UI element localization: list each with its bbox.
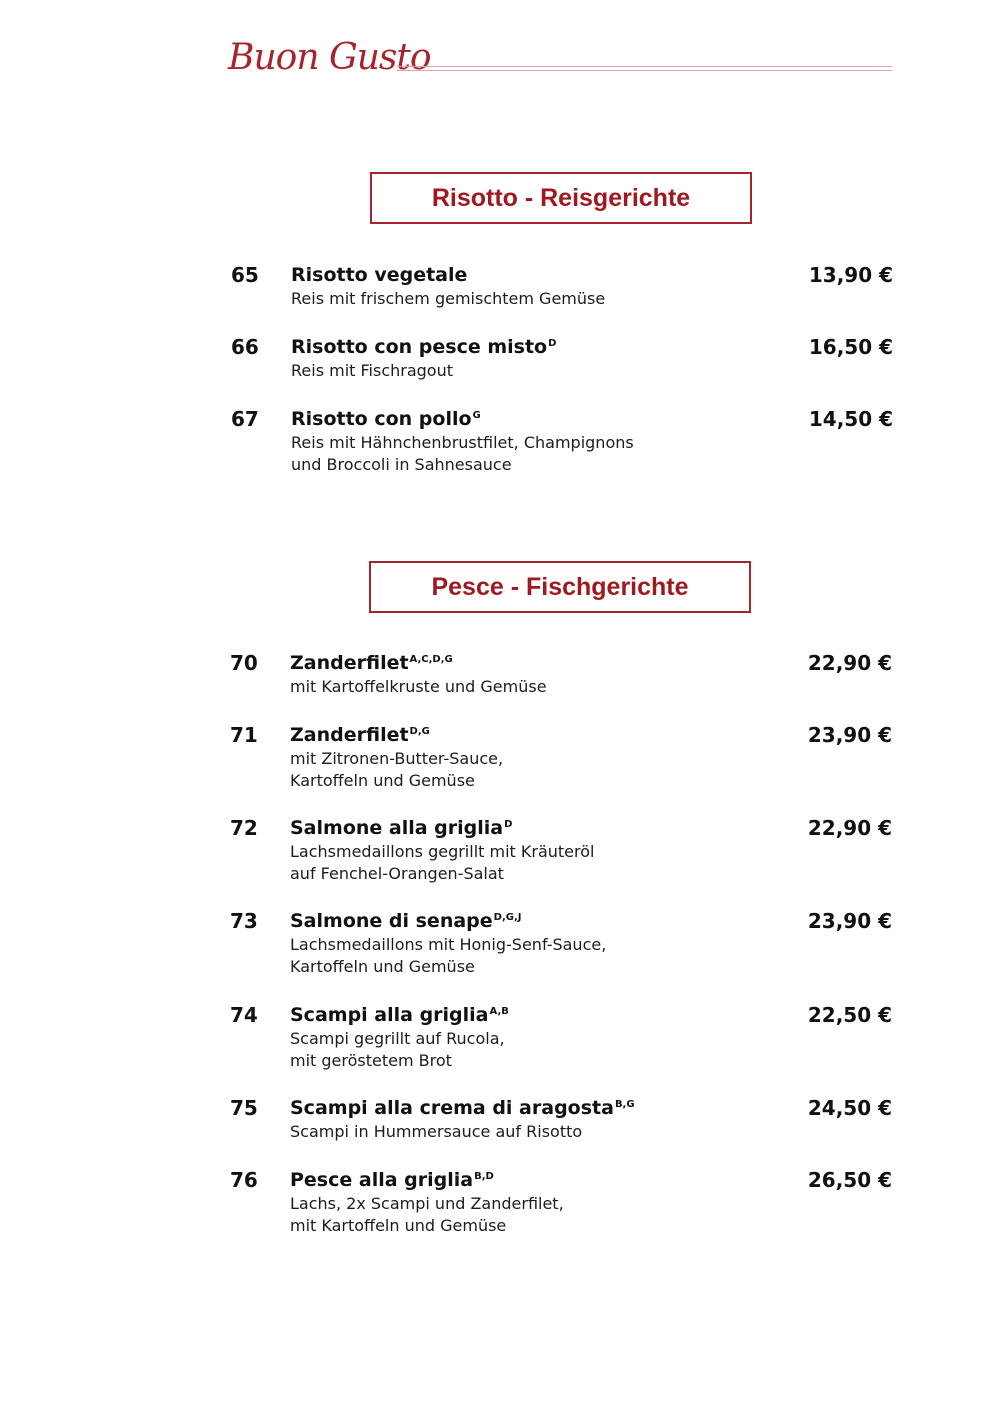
allergen-codes: A,B [489,1006,509,1017]
header-divider [397,66,892,71]
item-price: 13,90 € [808,263,893,287]
item-number: 76 [230,1168,258,1192]
item-price: 23,90 € [807,909,892,933]
item-price: 22,90 € [807,651,892,675]
item-name: Risotto con pesce misto$^D$ [291,336,557,358]
item-name: Risotto con pollo$^G$ [291,408,481,430]
item-price: 22,90 € [807,816,892,840]
item-name: Zanderfilet$^{D,G}$ [290,724,430,746]
item-price: 22,50 € [807,1003,892,1027]
item-number: 75 [230,1096,258,1120]
item-description: Lachsmedaillons gegrillt mit Kräuteröl auf Fenchel-Orangen-Salat [290,842,595,883]
section-title-risotto: Risotto - Reisgerichte [370,172,752,224]
item-number: 72 [230,816,258,840]
allergen-codes: D,G [409,726,430,737]
item-number: 65 [231,263,259,287]
section-title-pesce: Pesce - Fischgerichte [369,561,751,613]
allergen-codes: G [472,410,481,421]
item-name: Salmone alla griglia$^D$ [290,817,513,839]
item-name: Pesce alla griglia$^{B,D}$ [290,1169,494,1191]
item-price: 14,50 € [808,407,893,431]
item-number: 73 [230,909,258,933]
allergen-codes: A,C,D,G [409,654,453,665]
item-price: 16,50 € [808,335,893,359]
item-description: Scampi gegrillt auf Rucola, mit geröstetem Brot [290,1029,505,1070]
allergen-codes: D [504,819,513,830]
item-name: Risotto vegetale [291,264,468,286]
item-number: 67 [231,407,259,431]
item-number: 66 [231,335,259,359]
item-number: 74 [230,1003,258,1027]
item-price: 23,90 € [807,723,892,747]
item-name: Scampi alla crema di aragosta$^{B,G}$ [290,1097,635,1119]
item-name: Scampi alla griglia$^{A,B}$ [290,1004,509,1026]
item-name: Salmone di senape$^{D,G,J}$ [290,910,522,932]
item-description: Reis mit frischem gemischtem Gemüse [291,289,606,308]
item-description: Reis mit Hähnchenbrustfilet, Champignons und Broccoli in Sahnesauce [291,433,634,474]
item-description: Lachsmedaillons mit Honig-Senf-Sauce, Kartoffeln und Gemüse [290,935,607,976]
item-description: Scampi in Hummersauce auf Risotto [290,1122,583,1141]
item-description: Lachs, 2x Scampi und Zanderfilet, mit Kartoffeln und Gemüse [290,1194,564,1235]
item-number: 71 [230,723,258,747]
allergen-codes: B,G [614,1099,635,1110]
item-number: 70 [230,651,258,675]
item-price: 24,50 € [807,1096,892,1120]
allergen-codes: B,D [474,1171,494,1182]
item-description: Reis mit Fischragout [291,361,453,380]
allergen-codes: D [548,338,557,349]
allergen-codes: D,G,J [493,912,522,923]
brand-logo: Buon Gusto [228,37,431,78]
item-price: 26,50 € [807,1168,892,1192]
item-name: Zanderfilet$^{A,C,D,G}$ [290,652,453,674]
item-description: mit Kartoffelkruste und Gemüse [290,677,547,696]
item-description: mit Zitronen-Butter-Sauce, Kartoffeln und Gemüse [290,749,504,790]
